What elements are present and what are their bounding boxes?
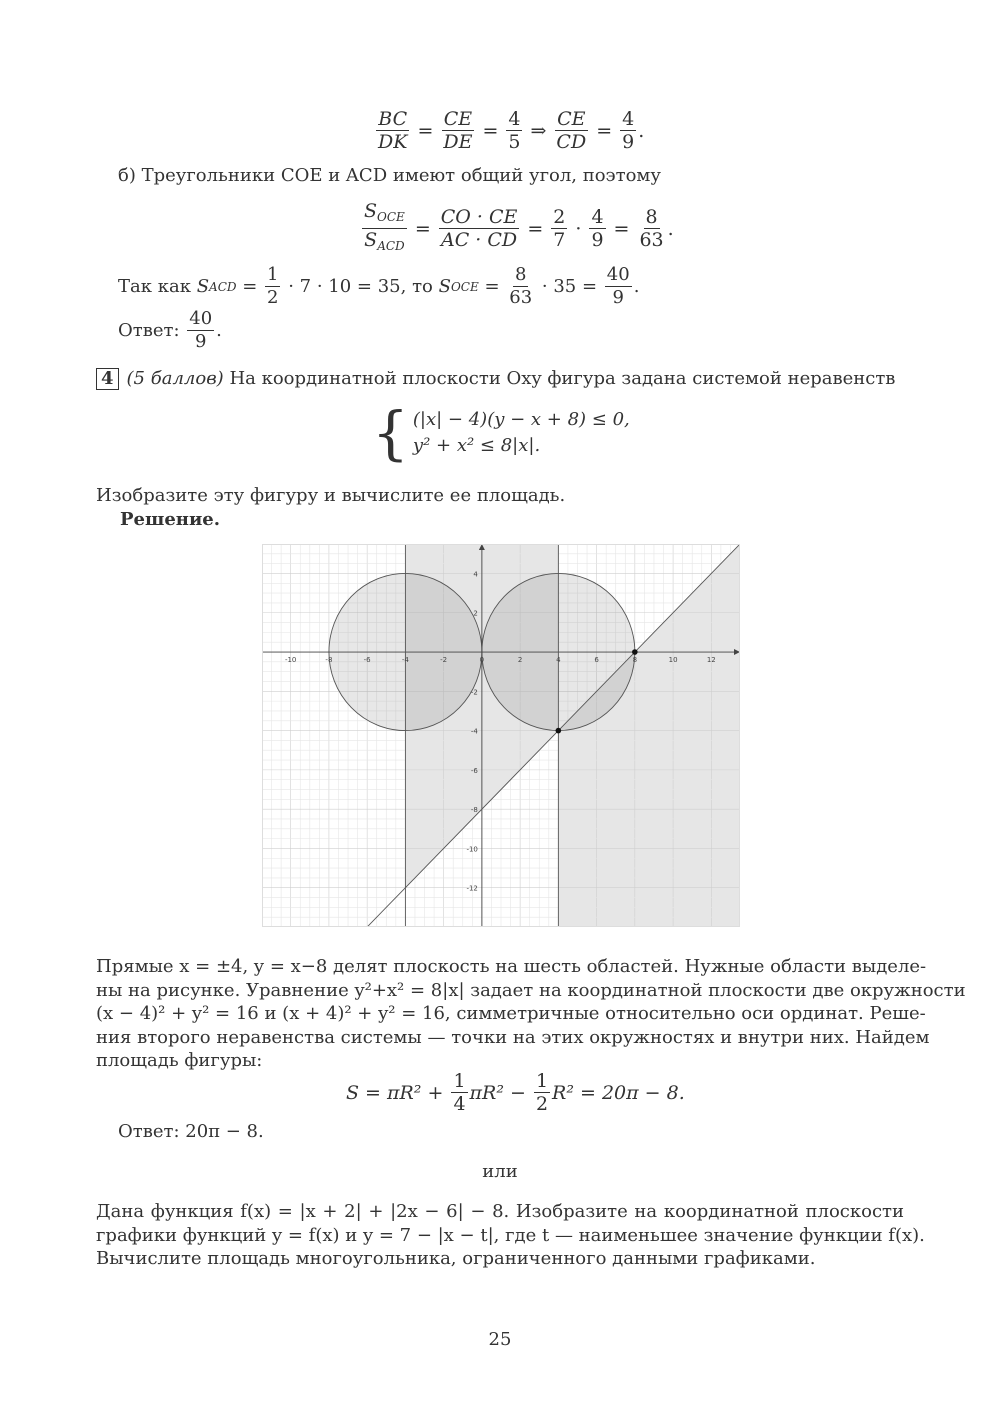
frac-num: 8: [645, 206, 658, 228]
frac-num: BC: [378, 108, 408, 130]
frac-num: 4: [508, 108, 521, 130]
y-tick-label: -4: [470, 727, 478, 736]
frac-den: 9: [591, 229, 604, 251]
or-separator: или: [482, 1161, 518, 1182]
para-line: Вычислите площадь многоугольника, ограниченного данными графиками.: [96, 1248, 816, 1269]
frac-num: 1: [535, 1070, 549, 1092]
frac-num: 40: [606, 264, 630, 285]
intersection-point: [632, 649, 638, 655]
s-symbol: S: [364, 200, 378, 222]
frac-den: 5: [508, 131, 521, 153]
solution-paragraph: [96, 955, 966, 1073]
x-tick-label: 12: [706, 656, 716, 665]
x-tick-label: -4: [401, 656, 409, 665]
frac-num: 1: [453, 1070, 466, 1092]
alternative-problem: [96, 1200, 925, 1271]
y-tick-label: 4: [473, 570, 478, 579]
para-line: ны на рисунке. Уравнение y²+x² = 8|x| задает на координатной плоскости две окружности: [96, 979, 966, 1001]
y-tick-label: -6: [470, 766, 478, 775]
x-tick-label: 2: [517, 656, 523, 665]
brace: {: [372, 399, 409, 467]
para-line: (x − 4)² + y² = 16 и (x + 4)² + y² = 16, симметричные относительно оси ординат. Реше-: [96, 1003, 926, 1024]
solution-label: Решение.: [120, 509, 221, 530]
text: то: [412, 276, 433, 297]
line-b: б) Треугольники COE и ACD имеют общий угол, поэтому: [118, 165, 662, 186]
frac-den: 63: [509, 287, 533, 308]
para-line: ния второго неравенства системы — точки на этих окружностях и внутри них. Найдем: [96, 1026, 930, 1048]
y-tick-label: -12: [466, 884, 478, 893]
frac-den: 9: [622, 131, 635, 153]
figure-graph: [262, 544, 740, 927]
problem-statement: [96, 367, 895, 391]
frac-den: [362, 229, 407, 257]
x-tick-label: -6: [363, 656, 371, 665]
equation-area-ratio: $\frac{S_{OCE}}{S_{ACD}}$ = $\frac{CO \cdot CE}{AC \cdot CD}$ = $\frac{2}{7}$ · $\frac{4}{9}$ = $\frac{8}{63}$ .: [360, 200, 674, 257]
eq-part: S = πR² +: [346, 1081, 444, 1104]
equation-ratio: $\frac{BC}{DK}$ = $\frac{CE}{DE}$ = $\frac{4}{5}$ ⇒ $\frac{CE}{CD}$ = $\frac{4}{9}$ .: [378, 108, 645, 153]
frac-den: DE: [443, 131, 473, 153]
text: Так как: [118, 276, 191, 297]
para-line: Прямые x = ±4, y = x−8 делят плоскость на шесть областей. Нужные области выделе-: [96, 956, 927, 977]
frac-den: CD: [556, 131, 587, 153]
para-line: Дана функция f(x) = |x + 2| + |2x − 6| − 8. Изобразите на координатной плоскости: [96, 1201, 904, 1222]
x-tick-label: 8: [632, 656, 638, 665]
problem-points: (5 баллов): [126, 368, 224, 389]
frac-num: 40: [189, 308, 213, 329]
frac-den: 63: [639, 229, 664, 251]
system-line-2: y² + x² ≤ 8|x|.: [412, 435, 541, 456]
x-tick-label: -2: [440, 656, 448, 665]
x-tick-label: -10: [284, 656, 297, 665]
x-tick-label: 10: [668, 656, 678, 665]
system-line-1: (|x| − 4)(y − x + 8) ≤ 0,: [412, 409, 630, 430]
inequality-system: [372, 399, 630, 467]
frac-num: CE: [557, 108, 586, 130]
y-tick-label: -8: [470, 806, 478, 815]
frac-num: CO · CE: [440, 206, 518, 228]
frac-den: 7: [553, 229, 566, 251]
frac-den: 4: [453, 1093, 466, 1115]
frac-num: 2: [553, 206, 566, 228]
frac-num: 1: [267, 264, 279, 285]
frac-num: 8: [514, 264, 527, 285]
area-line: Так как S ACD = $\frac{1}{2}$ · 7 · 10 = 35, то S OCE = $\frac{8}{63}$ · 35 = $\frac{40}{9}$ .: [118, 264, 640, 308]
frac-den: DK: [378, 131, 408, 153]
x-tick-label: -8: [325, 656, 333, 665]
answer-label: Ответ:: [118, 320, 180, 341]
y-tick-label: 2: [473, 609, 478, 618]
frac-num: 4: [591, 206, 604, 228]
subscript: OCE: [377, 210, 405, 224]
para-line: площадь фигуры:: [96, 1050, 263, 1071]
s-symbol: S: [364, 229, 378, 251]
x-tick-label: 6: [594, 656, 599, 665]
page-number: 25: [488, 1329, 512, 1350]
intersection-point: [556, 728, 562, 734]
problem-number: 4: [96, 368, 119, 390]
eq-part: πR² −: [469, 1081, 526, 1104]
frac-num: [362, 200, 407, 229]
equation-area: [346, 1070, 685, 1115]
task-line: Изобразите эту фигуру и вычислите ее площадь.: [96, 485, 566, 506]
subscript: ACD: [377, 239, 405, 253]
frac-den: 9: [194, 331, 207, 352]
problem-text: На координатной плоскости Oxy фигура задана системой неравенств: [229, 368, 896, 389]
y-tick-label: -10: [466, 845, 478, 854]
frac-den: AC · CD: [440, 229, 518, 251]
frac-den: 2: [267, 287, 279, 308]
text: · 35 =: [541, 276, 598, 297]
para-line: графики функций y = f(x) и y = 7 − |x − t|, где t — наименьшее значение функции f(x).: [96, 1224, 925, 1246]
eq-part: R² = 20π − 8.: [552, 1081, 685, 1104]
answer-1: Ответ: $\frac{40}{9}$ .: [118, 308, 222, 352]
frac-den: 2: [535, 1093, 549, 1115]
y-tick-label: -2: [470, 688, 478, 697]
x-tick-label: 4: [556, 656, 561, 665]
x-tick-label: 0: [479, 656, 485, 665]
frac-num: CE: [443, 108, 473, 130]
text: · 7 · 10 = 35,: [288, 276, 407, 297]
answer-2: Ответ: 20π − 8.: [118, 1121, 264, 1142]
frac-den: 9: [612, 287, 624, 308]
frac-num: 4: [622, 108, 635, 130]
